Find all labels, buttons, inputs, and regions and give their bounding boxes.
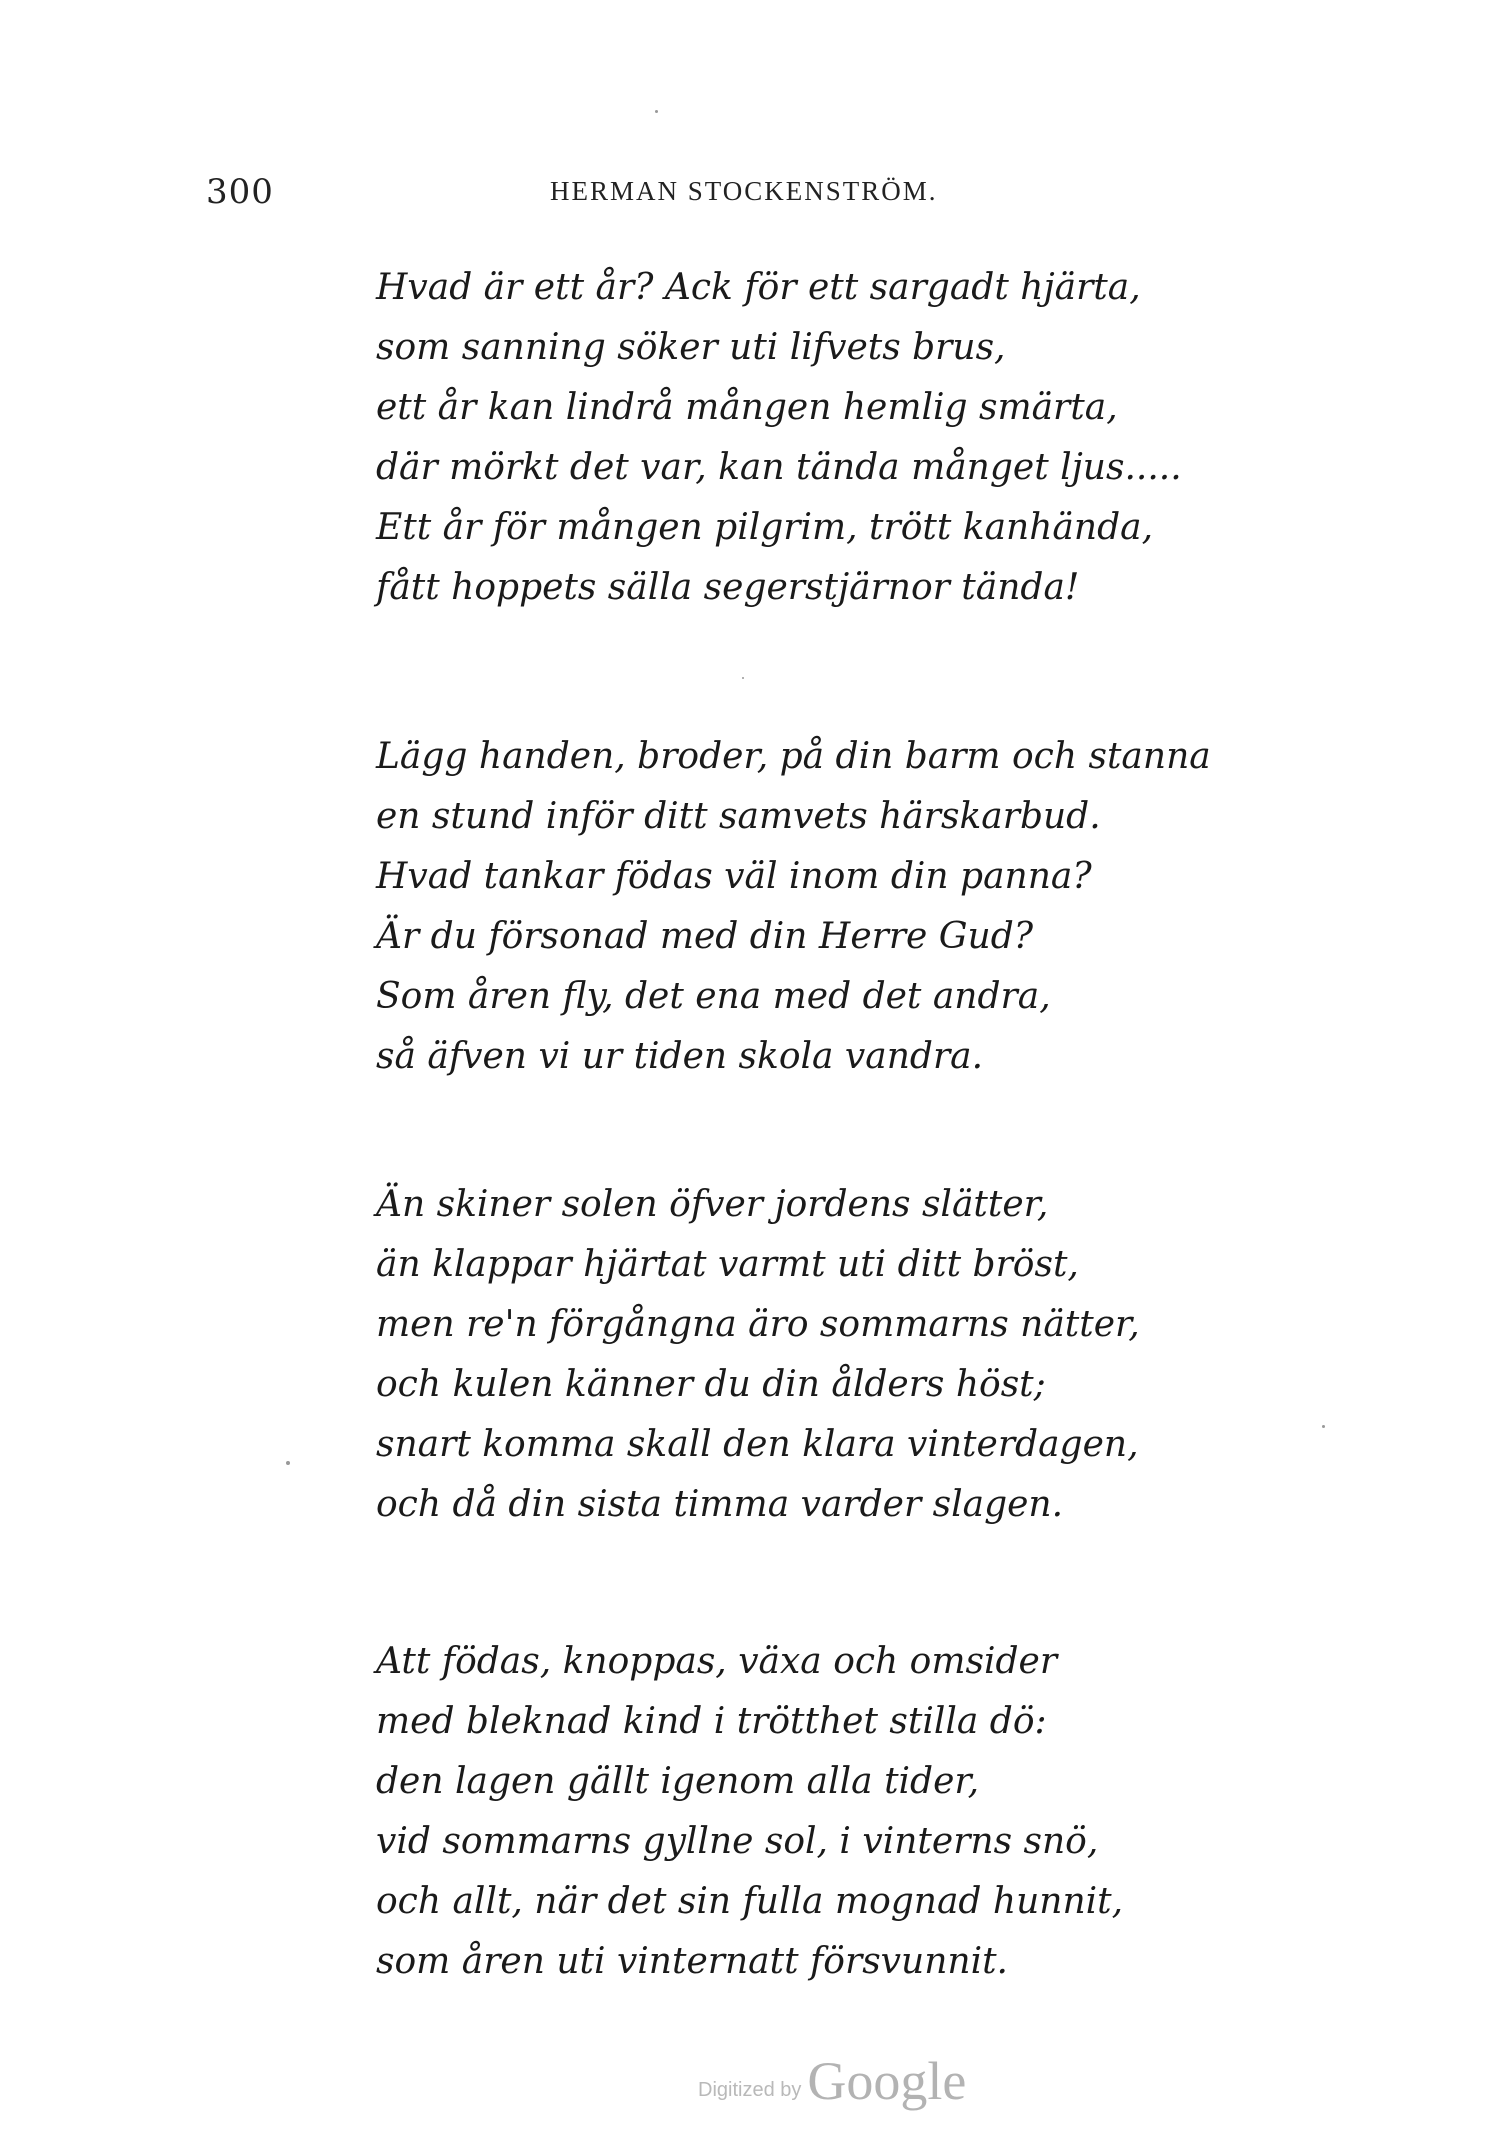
poem-line: en stund inför ditt samvets härskarbud. <box>376 796 1101 837</box>
watermark-logo: Google <box>807 2051 967 2111</box>
digitized-watermark <box>698 2048 967 2111</box>
poem-line: fått hoppets sälla segerstjärnor tända! <box>376 567 1080 608</box>
watermark-prefix: Digitized by <box>698 2079 802 2101</box>
poem-stanza <box>376 727 1211 1087</box>
poem-line: vid sommarns gyllne sol, i vinterns snö, <box>376 1821 1099 1862</box>
poem-line: Är du försonad med din Herre Gud? <box>376 916 1034 957</box>
poem-line: med bleknad kind i trötthet stilla dö: <box>376 1701 1047 1742</box>
poem-line: och då din sista timma varder slagen. <box>376 1484 1064 1525</box>
poem-line: Hvad tankar födas väl inom din panna? <box>376 856 1092 897</box>
scan-speck <box>286 1461 290 1465</box>
poem-line: Hvad är ett år? Ack för ett sargadt hjärta, <box>376 267 1141 308</box>
scan-speck <box>655 110 658 113</box>
poem-line: än klappar hjärtat varmt uti ditt bröst, <box>376 1244 1079 1285</box>
poem-line: men re'n förgångna äro sommarns nätter, <box>376 1304 1140 1345</box>
poem-line: ett år kan lindrå mången hemlig smärta, <box>376 387 1118 428</box>
poem-line: som sanning söker uti lifvets brus, <box>376 327 1006 368</box>
poem-stanza <box>376 1175 1140 1535</box>
poem-line: och allt, när det sin fulla mognad hunnit, <box>376 1881 1124 1922</box>
poem-line: Som åren fly, det ena med det andra, <box>376 976 1051 1017</box>
poem-line: Ett år för mången pilgrim, trött kanhända, <box>376 507 1154 548</box>
poem-line: där mörkt det var, kan tända månget ljus..... <box>376 447 1182 488</box>
poem-line: den lagen gällt igenom alla tider, <box>376 1761 980 1802</box>
scan-speck <box>742 677 744 679</box>
poem-line: Lägg handen, broder, på din barm och stanna <box>376 736 1211 777</box>
poem-line: Än skiner solen öfver jordens slätter, <box>376 1184 1049 1225</box>
poem-line: som åren uti vinternatt försvunnit. <box>376 1941 1008 1982</box>
poem-line: så äfven vi ur tiden skola vandra. <box>376 1036 984 1077</box>
poem-stanza <box>376 1632 1123 1992</box>
poem-line: snart komma skall den klara vinterdagen, <box>376 1424 1139 1465</box>
poem-line: Att födas, knoppas, växa och omsider <box>376 1641 1058 1682</box>
scan-speck <box>1322 1425 1325 1428</box>
poem-line: och kulen känner du din ålders höst; <box>376 1364 1046 1405</box>
poem-stanza <box>376 258 1182 618</box>
page-number: 300 <box>206 172 274 212</box>
running-head: HERMAN STOCKENSTRÖM. <box>550 176 938 206</box>
